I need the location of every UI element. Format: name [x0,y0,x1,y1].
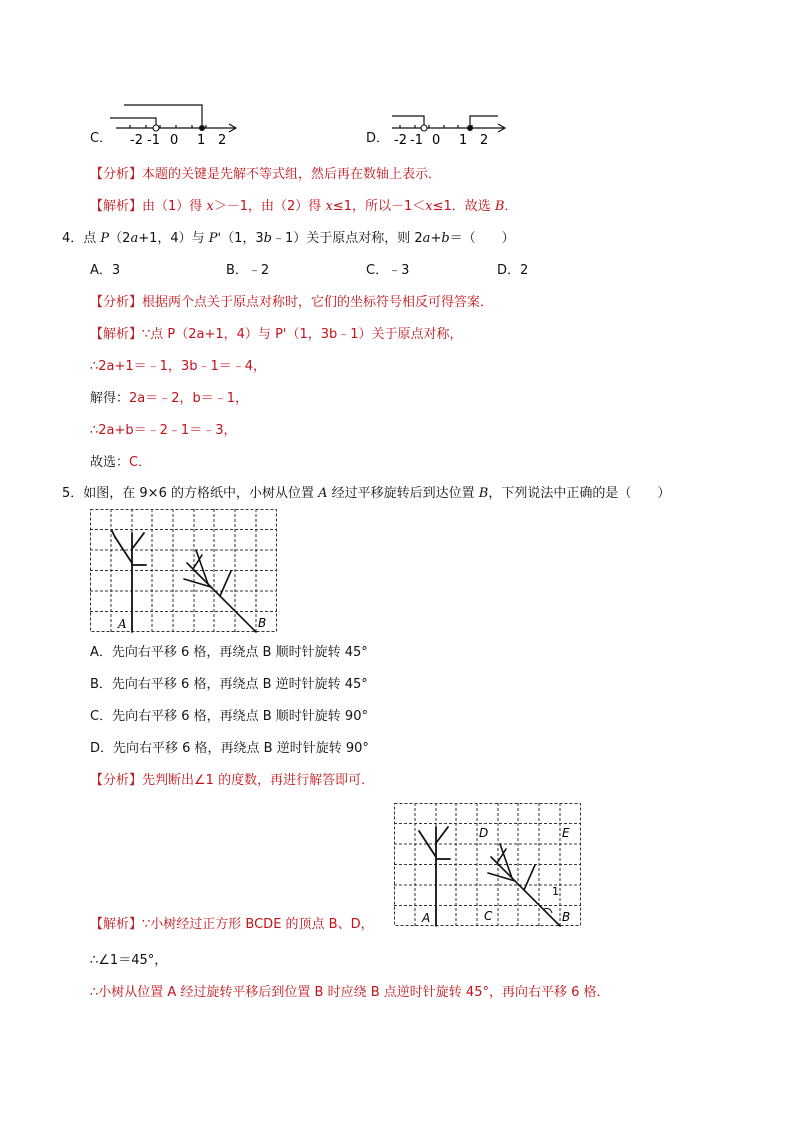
q5-stem [62,485,670,503]
solution-text: ＞－1，由（2）得 [213,199,326,214]
tick-label: -2 [394,133,407,148]
question-text: ，下列说法中正确的是（ ） [488,486,671,501]
tick-label: 1 [459,133,468,148]
label-e: E [562,826,570,840]
q4-solution-2: ∴2a+1＝﹣1，3b﹣1＝﹣4， [90,359,267,374]
solution-text: ∵小树经过正方形 BCDE 的顶点 B、D， [142,917,374,932]
q4-solution-4: ∴2a+b＝﹣2﹣1＝﹣3， [90,423,237,438]
analysis-tag: 【分析】 [90,167,143,182]
var-b: b [441,231,450,246]
q5-solution-1 [90,916,374,934]
label-c: C [484,909,493,923]
tree-grid-figure [90,509,279,635]
point-p: P [100,231,110,246]
q5-option-a: A．先向右平移 6 格，再绕点 B 顺时针旋转 45° [90,645,368,660]
tick-label: 1 [197,133,206,148]
q4-analysis [90,294,493,312]
question-text: 5．如图，在 9×6 的方格纸中，小树从位置 [62,486,319,501]
var-a: a [422,231,431,246]
label-b: B [258,616,267,630]
question-text: （2 [109,231,131,246]
solution-tag: 【解析】 [90,327,143,342]
q5-solution-3: ∴小树从位置 A 经过旋转平移后到位置 B 时应绕 B 点逆时针旋转 45°，再向右平移 6 格． [90,985,610,1000]
q5-solution-2: ∴∠1＝45°， [90,953,168,968]
question-text: + [430,231,442,246]
tick-label: -1 [410,133,423,148]
tick-label: 2 [480,133,489,148]
q5-option-d: D．先向右平移 6 格，再绕点 B 逆时针旋转 90° [90,741,369,756]
solution-text: C． [129,455,152,470]
tick-label: -2 [130,133,143,148]
q4-solution-3 [90,390,248,408]
option-d-label: D． [366,131,390,146]
answer: B [494,199,505,214]
solution-text: ≤1．故选 [432,199,495,214]
solution-label: 解得： [90,391,130,406]
question-text: 经过平移旋转后到达位置 [327,486,479,501]
tick-label: 2 [218,133,227,148]
angle-label-1: 1 [552,885,559,898]
tree-grid-figure-solution [394,803,584,929]
analysis-text: 根据两个点关于原点对称时，它们的坐标符号相反可得答案． [142,295,494,310]
question-text: （1，3 [221,231,264,246]
point-p-prime: P' [208,231,222,246]
solution-label: 故选： [90,455,130,470]
option-c-label: C． [90,131,113,146]
label-d: D [479,826,489,840]
var-x: x [425,199,433,214]
question-text: 4．点 [62,231,101,246]
q4-solution-1 [90,326,463,344]
number-line-d [386,98,516,148]
q5-option-b: B．先向右平移 6 格，再绕点 B 逆时针旋转 45° [90,677,368,692]
var-a: a [130,231,139,246]
position-b: B [478,486,489,501]
tick-label: 0 [432,133,441,148]
question-text: +1，4）与 [138,231,209,246]
number-line-c [110,98,250,148]
tick-label: 0 [170,133,179,148]
solution-text: ≤1，所以－1＜ [332,199,426,214]
var-b: b [263,231,272,246]
q5-analysis [90,772,374,790]
var-x: x [206,199,214,214]
option-b: B．﹣2 [226,263,270,278]
tick-label: -1 [147,133,160,148]
position-a: A [318,486,328,501]
question-text: ＝（ ） [449,231,515,246]
q3-analysis [90,166,441,184]
analysis-tag: 【分析】 [90,773,143,788]
solution-text: 由（1）得 [142,199,207,214]
option-c: C．﹣3 [366,263,410,278]
q4-stem [62,230,515,248]
label-a: A [422,911,431,925]
analysis-text: 先判断出∠1 的度数，再进行解答即可． [142,773,375,788]
var-x: x [325,199,333,214]
solution-tag: 【解析】 [90,917,143,932]
label-b: B [562,910,571,924]
q4-solution-5 [90,454,151,472]
analysis-tag: 【分析】 [90,295,143,310]
label-a: A [118,617,127,631]
q3-solution [90,198,517,216]
analysis-text: 本题的关键是先解不等式组，然后再在数轴上表示． [142,167,442,182]
option-a: A．3 [90,263,121,278]
solution-text: ∵点 P（2a+1，4）与 P'（1，3b﹣1）关于原点对称， [142,327,463,342]
solution-text: 2a＝﹣2，b＝﹣1， [129,391,249,406]
solution-tag: 【解析】 [90,199,143,214]
q5-option-c: C．先向右平移 6 格，再绕点 B 顺时针旋转 90° [90,709,368,724]
option-d: D．2 [497,263,529,278]
solution-text: ． [504,199,518,214]
question-text: ﹣1）关于原点对称，则 2 [271,231,423,246]
